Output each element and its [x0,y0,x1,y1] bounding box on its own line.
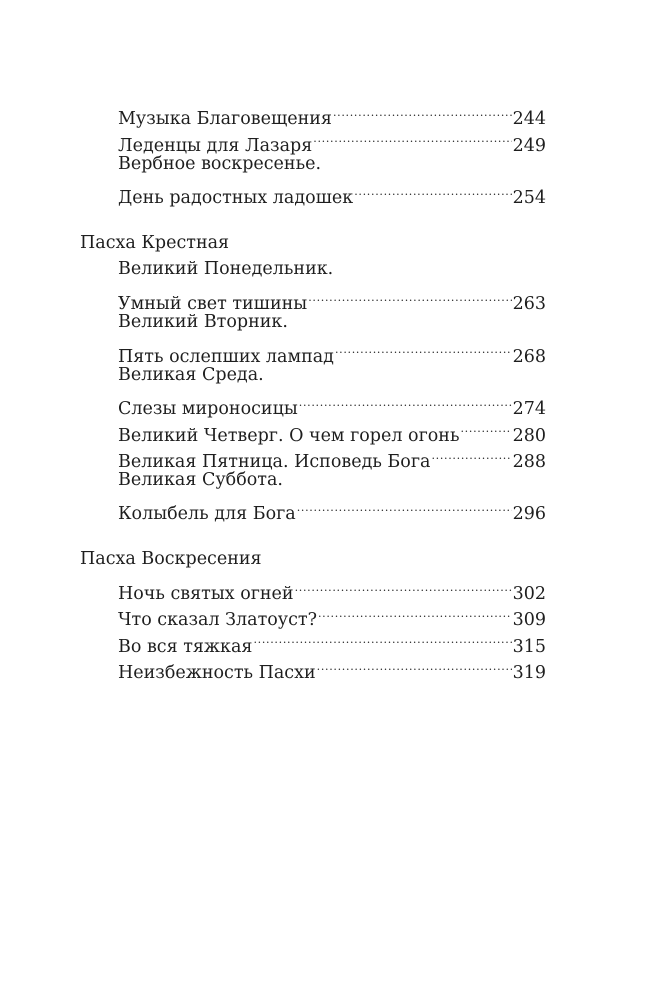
toc-entry-title-line[interactable] [80,151,546,177]
toc-entry-title: Слезы мироносицы [118,399,298,420]
toc-entry[interactable] [80,493,546,525]
section-heading[interactable]: Пасха Крестная [80,233,230,254]
toc-entry-page: 268 [512,346,546,367]
dot-leader [318,599,512,625]
toc-entry-title: Во вся тяжкая [118,636,253,657]
toc-entry-page: 244 [512,109,546,130]
dot-leader [308,283,511,309]
dot-leader [253,625,511,651]
toc-entry[interactable] [80,98,546,130]
toc-entry-title: День радостных ладошек [118,188,354,209]
toc-entry-title-line[interactable] [80,256,546,282]
toc-entry-page: 263 [512,294,546,315]
toc-entry[interactable] [80,573,546,605]
toc-entry-title: Великий Четверг. О чем горел огонь [118,425,460,446]
toc-entry-page: 319 [512,662,546,683]
dot-leader [317,652,512,678]
toc-entry-title: Пять ослепших лампад [118,346,334,367]
toc-entry-page: 302 [512,584,546,605]
toc-entry-page: 249 [512,135,546,156]
dot-leader [460,414,511,440]
toc-entry-title: Умный свет тишины [118,294,308,315]
toc-entry[interactable] [80,441,546,472]
dot-leader [299,388,512,414]
toc-entry-page: 274 [512,399,546,420]
toc-entry-title: Великая Суббота. [118,469,283,490]
toc-entry[interactable] [80,335,546,367]
toc-entry-title: Великий Понедельник. [118,259,334,280]
toc-entry-page: 280 [512,425,546,446]
toc-entry-page: 296 [512,504,546,525]
toc-entry-page: 315 [512,636,546,657]
toc-entry-title-line[interactable] [80,309,546,335]
toc-entry-title: Леденцы для Лазаря [118,135,313,156]
dot-leader [295,573,512,599]
toc-entry-title: Великий Вторник. [118,312,288,333]
table-of-contents [80,98,546,683]
toc-entry-title: Ночь святых огней [118,584,294,605]
toc-entry-title: Великая Среда. [118,364,264,385]
toc-entry[interactable] [80,177,546,209]
toc-entry[interactable] [80,283,546,315]
toc-entry-title: Что сказал Златоуст? [118,610,317,631]
toc-entry-page: 288 [512,451,546,472]
toc-entry-title: Великая Пятница. Исповедь Бога [118,451,431,472]
dot-leader [313,124,511,150]
toc-entry-title-line[interactable] [80,362,546,388]
dot-leader [335,335,512,361]
toc-entry[interactable] [80,625,546,657]
toc-entry[interactable] [80,414,546,446]
toc-entry[interactable] [80,599,546,631]
toc-entry-page: 254 [512,188,546,209]
dot-leader [333,98,512,124]
toc-entry[interactable] [80,652,546,683]
toc-entry-title: Колыбель для Бога [118,504,296,525]
section-heading[interactable]: Пасха Воскресения [80,549,262,570]
toc-entry-page: 309 [512,610,546,631]
toc-entry[interactable] [80,388,546,420]
toc-entry-title: Вербное воскресенье. [118,153,322,174]
dot-leader [354,177,511,203]
dot-leader [431,441,511,467]
toc-entry[interactable] [80,124,546,156]
toc-entry-title: Музыка Благовещения [118,109,332,130]
toc-entry-title: Неизбежность Пасхи [118,662,316,683]
dot-leader [297,493,512,519]
toc-entry-title-line[interactable] [80,467,546,493]
